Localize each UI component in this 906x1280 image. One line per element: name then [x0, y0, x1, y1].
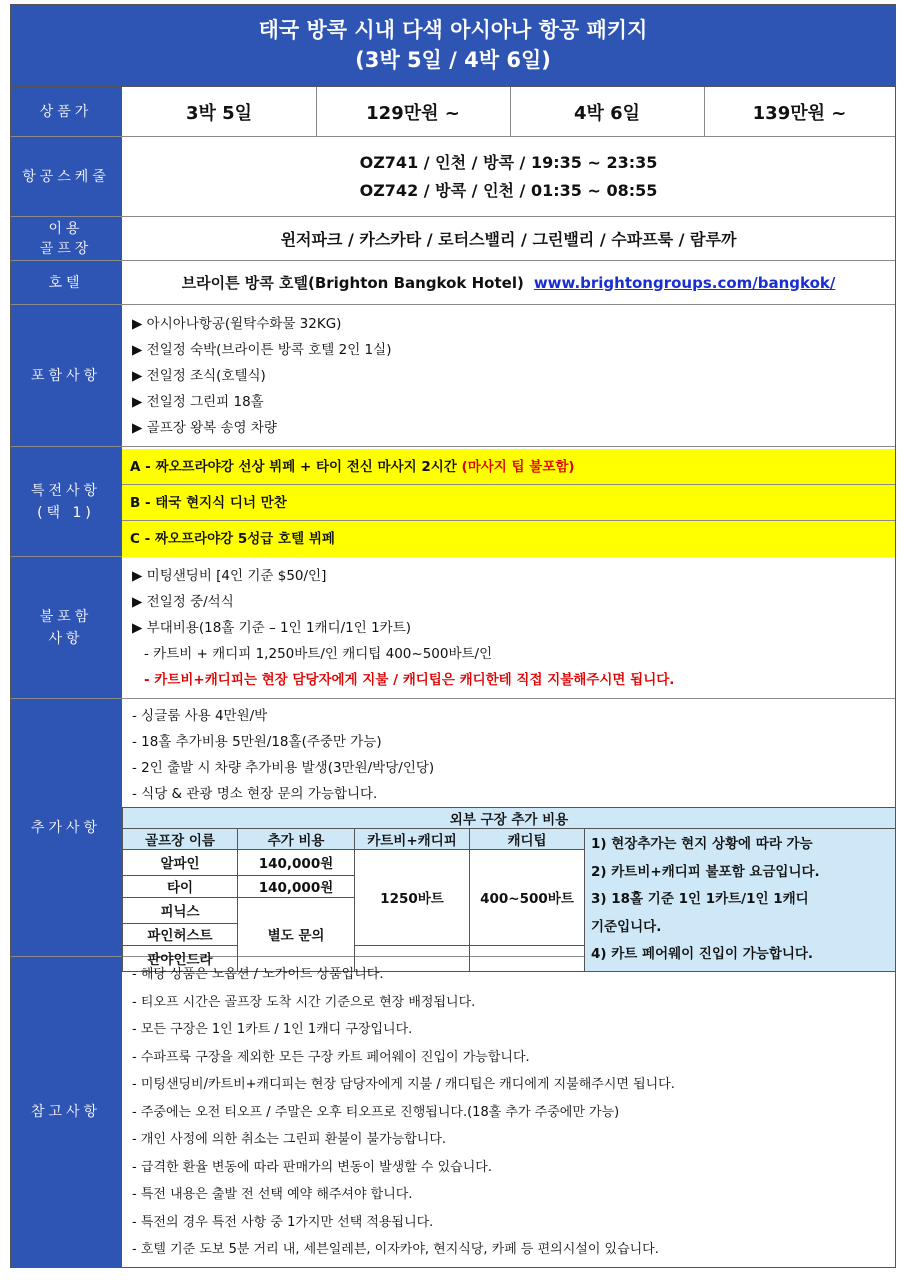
table-cost: 140,000원 — [238, 875, 355, 897]
flight-label: 항공스케줄 — [11, 137, 122, 216]
table-course: 타이 — [123, 875, 238, 897]
special-label-line-1: 특전사항 — [30, 482, 102, 499]
special-options — [122, 447, 895, 556]
table-cost: 140,000원 — [238, 850, 355, 876]
included-label: 포함사항 — [11, 305, 122, 446]
table-cart-caddy: 1250바트 — [355, 850, 470, 946]
included-item: ▶ 전일정 그린피 18홀 — [132, 394, 264, 410]
golf-label-line-2: 골프장 — [39, 240, 93, 257]
excluded-item: ▶ 부대비용(18홀 기준 – 1인 1캐디/1인 1카트) — [132, 620, 412, 636]
reference-label: 참고사항 — [11, 957, 122, 1267]
golf-row — [11, 217, 895, 261]
reference-item: - 모든 구장은 1인 1카트 / 1인 1캐디 구장입니다. — [132, 1022, 413, 1037]
price-row — [11, 87, 895, 137]
external-course-table — [122, 807, 896, 972]
reference-item: - 호텔 기준 도보 5분 거리 내, 세븐일레븐, 이자카야, 현지식당, 카페 등 편의시설이 있습니다. — [132, 1242, 659, 1257]
included-item: ▶ 골프장 왕복 송영 차량 — [132, 420, 277, 436]
excluded-list — [122, 557, 895, 698]
extra-item: - 18홀 추가비용 5만원/18홀(주중만 가능) — [132, 734, 382, 750]
hotel-name: 브라이튼 방콕 호텔(Brighton Bangkok Hotel) — [181, 274, 524, 292]
hotel-row — [11, 261, 895, 305]
reference-item: - 주중에는 오전 티오프 / 주말은 오후 티오프로 진행됩니다.(18홀 추가 주중에만 가능) — [132, 1104, 620, 1120]
hotel-label: 호텔 — [11, 261, 122, 304]
golf-label-line-1: 이용 — [48, 220, 84, 237]
extra-item: - 싱글룸 사용 4만원/박 — [132, 708, 268, 724]
included-list — [122, 305, 895, 446]
special-option-a-text: A - 짜오프라야강 선상 뷔페 + 타이 전신 마사지 2시간 — [130, 459, 462, 475]
special-option-a-note: (마사지 팁 불포함) — [461, 459, 575, 475]
excluded-item: - 카트비 + 캐디피 1,250바트/인 캐디팁 400~500바트/인 — [144, 646, 493, 662]
title-line-1: 태국 방콕 시내 다색 아시아나 항공 패키지 — [258, 18, 648, 42]
table-inquiry: 별도 문의 — [238, 897, 355, 971]
excluded-label — [11, 557, 122, 698]
extra-label: 추가사항 — [11, 699, 122, 956]
extra-content — [122, 699, 895, 968]
table-course: 파인허스트 — [123, 923, 238, 945]
included-item: ▶ 전일정 숙박(브라이튼 방콕 호텔 2인 1실) — [132, 342, 392, 358]
included-item: ▶ 아시아나항공(윌탁수화물 32KG) — [132, 316, 342, 332]
reference-item: - 특전 내용은 출발 전 선택 예약 해주셔야 합니다. — [132, 1187, 413, 1202]
table-note: 2) 카트비+캐디피 불포함 요금입니다. — [591, 863, 820, 880]
table-course: 판야인드라 — [123, 945, 238, 971]
golf-courses-text: 윈저파크 / 카스카타 / 로터스밸리 / 그린밸리 / 수파프룩 / 람루까 — [280, 230, 737, 249]
table-header: 추가 비용 — [238, 829, 355, 850]
included-row — [11, 305, 895, 447]
flight-line-2: OZ742 / 방콕 / 인천 / 01:35 ~ 08:55 — [359, 181, 658, 200]
reference-item: - 미팅샌딩비/카트비+캐디피는 현장 담당자에게 지불 / 캐디팁은 캐디에게 지불해주시면 됩니다. — [132, 1077, 675, 1092]
reference-item: - 해당 상품은 노옵션 / 노가이드 상품입니다. — [132, 967, 384, 982]
hotel-link[interactable]: www.brightongroups.com/bangkok/ — [533, 273, 836, 292]
table-note: 3) 18홀 기준 1인 1카트/1인 1캐디 — [591, 891, 809, 907]
reference-row — [11, 957, 895, 1267]
special-option-a — [122, 449, 895, 485]
package-document — [10, 4, 896, 1268]
price-cell-1: 3박 5일 — [122, 87, 317, 136]
table-notes — [585, 829, 896, 972]
excluded-item: ▶ 전일정 중/석식 — [132, 594, 234, 610]
extra-list — [122, 699, 895, 807]
excluded-label-line-1: 불포함 — [39, 608, 93, 625]
table-note: 기준입니다. — [591, 918, 662, 935]
table-header: 골프장 이름 — [123, 829, 238, 850]
price-cell-3: 4박 6일 — [510, 87, 705, 136]
table-header: 캐디팁 — [470, 829, 585, 850]
table-header: 카트비+캐디피 — [355, 829, 470, 850]
special-option-b: B - 태국 현지식 디너 만찬 — [122, 485, 895, 521]
reference-item: - 급격한 환율 변동에 따라 판매가의 변동이 발생할 수 있습니다. — [132, 1159, 492, 1175]
included-item: ▶ 전일정 조식(호텔식) — [132, 368, 266, 384]
extra-item: - 2인 출발 시 차량 추가비용 발생(3만원/박당/인당) — [132, 760, 435, 776]
extra-row — [11, 699, 895, 968]
table-note: 4) 카트 페어웨이 진입이 가능합니다. — [591, 946, 814, 962]
special-label — [11, 447, 122, 556]
price-cell-4: 139만원 ~ — [752, 102, 847, 124]
reference-item: - 티오프 시간은 골프장 도착 시간 기준으로 현장 배정됩니다. — [132, 994, 476, 1010]
hotel-content — [122, 261, 895, 304]
reference-item: - 개인 사정에 의한 취소는 그린피 환불이 불가능합니다. — [132, 1132, 447, 1147]
reference-item: - 특전의 경우 특전 사항 중 1가지만 선택 적용됩니다. — [132, 1214, 434, 1230]
special-row — [11, 447, 895, 557]
golf-content — [122, 217, 895, 260]
flight-line-1: OZ741 / 인천 / 방콕 / 19:35 ~ 23:35 — [359, 153, 658, 172]
excluded-label-line-2: 사항 — [48, 630, 84, 647]
excluded-red-note: - 카트비+캐디피는 현장 담당자에게 지불 / 캐디팁은 캐디한테 직접 지불해주시면 됩니다. — [144, 672, 675, 688]
table-caddy-tip: 400~500바트 — [470, 850, 585, 946]
excluded-row — [11, 557, 895, 699]
flight-row — [11, 137, 895, 217]
price-cell-2: 129만원 ~ — [316, 87, 511, 136]
flight-content — [122, 137, 895, 216]
table-note: 1) 현장추가는 현지 상황에 따라 가능 — [591, 836, 813, 852]
table-course: 피닉스 — [123, 897, 238, 923]
reference-item: - 수파프룩 구장을 제외한 모든 구장 카트 페어웨이 진입이 가능합니다. — [132, 1049, 530, 1065]
special-label-line-2: (택 1) — [37, 504, 95, 521]
special-option-c: C - 짜오프라야강 5성급 호텔 뷔페 — [122, 521, 895, 557]
price-label: 상품가 — [11, 87, 122, 136]
price-content — [122, 87, 895, 136]
external-table-title: 외부 구장 추가 비용 — [123, 808, 896, 829]
title-line-2: (3박 5일 / 4박 6일) — [355, 48, 551, 72]
golf-label — [11, 217, 122, 260]
excluded-item: ▶ 미팅샌딩비 [4인 기준 $50/인] — [132, 568, 327, 584]
extra-item: - 식당 & 관광 명소 현장 문의 가능합니다. — [132, 786, 378, 802]
table-course: 알파인 — [123, 850, 238, 876]
page-title — [11, 5, 895, 87]
reference-list — [122, 957, 895, 1267]
